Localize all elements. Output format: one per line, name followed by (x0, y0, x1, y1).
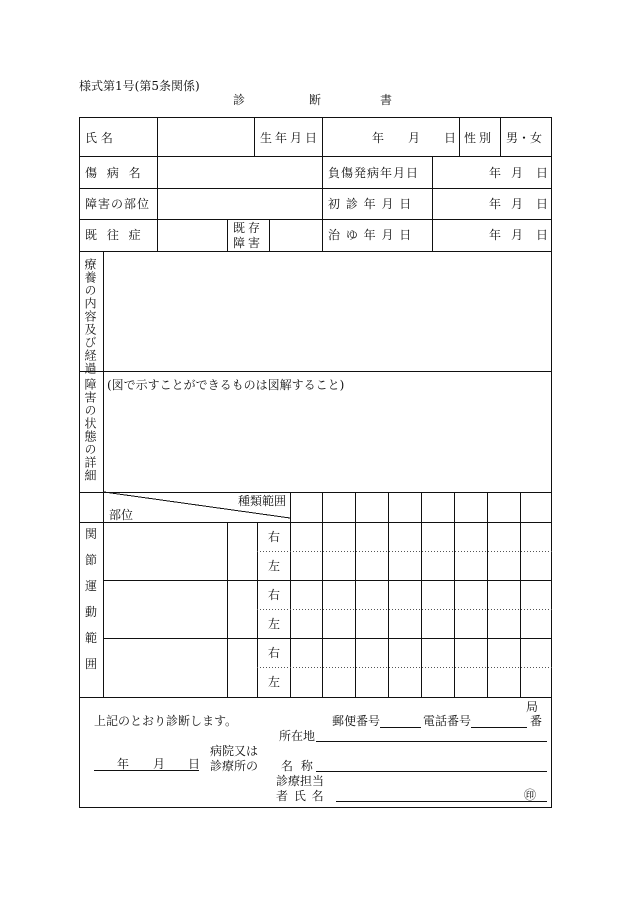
rom-right-1: 右 (268, 530, 281, 544)
diagnosis-month-unit: 月 (153, 757, 166, 771)
sex-label: 性別 (464, 131, 495, 145)
rom-left-3: 左 (268, 675, 281, 689)
facility-name-label: 名 称 (281, 759, 315, 773)
birth-year-unit: 年 (372, 131, 385, 145)
doctor-label-2: 者 氏 名 (276, 789, 325, 803)
postal-label: 郵便番号 (332, 714, 381, 728)
rom-side-label (81, 520, 101, 676)
address-field[interactable] (316, 741, 547, 742)
postal-field[interactable] (380, 727, 421, 728)
birth-day-unit: 日 (444, 131, 457, 145)
doctor-label-1: 診療担当 (276, 774, 325, 788)
birth-date-field[interactable] (323, 118, 459, 156)
name-field[interactable] (158, 118, 254, 156)
existing-disability-label-2: 障害 (233, 236, 264, 250)
phone-label: 電話番号 (423, 714, 472, 728)
existing-disability-field[interactable] (270, 220, 322, 251)
title-char-1: 診 (233, 93, 246, 107)
type-range-label: 種類範囲 (238, 494, 287, 508)
cure-day-unit: 日 (536, 228, 549, 242)
cure-year-unit: 年 (489, 228, 502, 242)
birth-month-unit: 月 (408, 131, 421, 145)
cure-month-unit: 月 (511, 228, 524, 242)
title-char-3: 書 (380, 93, 393, 107)
cure-date-label: 治 ゆ 年 月 日 (328, 228, 413, 242)
office-label: 局 (526, 700, 539, 714)
past-history-field[interactable] (158, 220, 227, 251)
statement: 上記のとおり診断します。 (94, 714, 238, 728)
birth-label: 生年月日 (260, 131, 321, 145)
treatment-label: 療養の内容及び経過 (83, 258, 97, 375)
injury-name-field[interactable] (158, 157, 322, 188)
first-visit-day-unit: 日 (536, 197, 549, 211)
condition-label: 障害の状態の詳細 (83, 378, 97, 482)
rom-side-char-2: 節 (84, 552, 97, 567)
rom-side-char-1: 関 (84, 526, 97, 541)
treatment-field[interactable] (104, 252, 551, 371)
disability-part-label: 障害の部位 (85, 197, 151, 211)
condition-field[interactable] (104, 394, 551, 492)
part-label: 部位 (109, 508, 134, 522)
rom-side-char-4: 動 (84, 604, 97, 619)
sex-value[interactable]: 男・女 (506, 131, 543, 145)
rom-side-char-3: 運 (84, 578, 97, 593)
disability-part-field[interactable] (158, 189, 322, 219)
rom-side-char-6: 囲 (84, 656, 97, 671)
rom-right-2: 右 (268, 588, 281, 602)
first-visit-month-unit: 月 (511, 197, 524, 211)
phone-field[interactable] (471, 727, 527, 728)
first-visit-year-unit: 年 (489, 197, 502, 211)
hospital-label-2: 診療所の (210, 759, 259, 773)
diagnosis-year-unit: 年 (117, 757, 130, 771)
name-label: 氏 名 (85, 131, 113, 145)
rom-right-3: 右 (268, 646, 281, 660)
facility-name-field[interactable] (316, 771, 547, 772)
hospital-label-1: 病院又は (210, 744, 259, 758)
condition-note: (図で示すことができるものは図解すること) (107, 378, 345, 392)
injury-date-label: 負傷発病年月日 (328, 166, 420, 180)
title-char-2: 断 (309, 93, 322, 107)
existing-disability-label-1: 既存 (233, 221, 264, 235)
address-label: 所在地 (279, 729, 316, 743)
past-history-label: 既 往 症 (85, 228, 144, 242)
injury-name-label: 傷 病 名 (85, 166, 144, 180)
form-number: 様式第1号(第5条関係) (79, 79, 200, 93)
injury-year-unit: 年 (489, 166, 502, 180)
seal-mark: ㊞ (524, 788, 537, 802)
first-visit-label: 初 診 年 月 日 (328, 197, 413, 211)
injury-month-unit: 月 (511, 166, 524, 180)
doctor-name-field[interactable] (336, 801, 547, 802)
diagnosis-date-field[interactable] (94, 770, 199, 771)
rom-left-1: 左 (268, 559, 281, 573)
number-label: 番 (530, 714, 543, 728)
rom-side-char-5: 範 (84, 630, 97, 645)
injury-day-unit: 日 (536, 166, 549, 180)
diagnosis-day-unit: 日 (188, 757, 201, 771)
rom-left-2: 左 (268, 617, 281, 631)
